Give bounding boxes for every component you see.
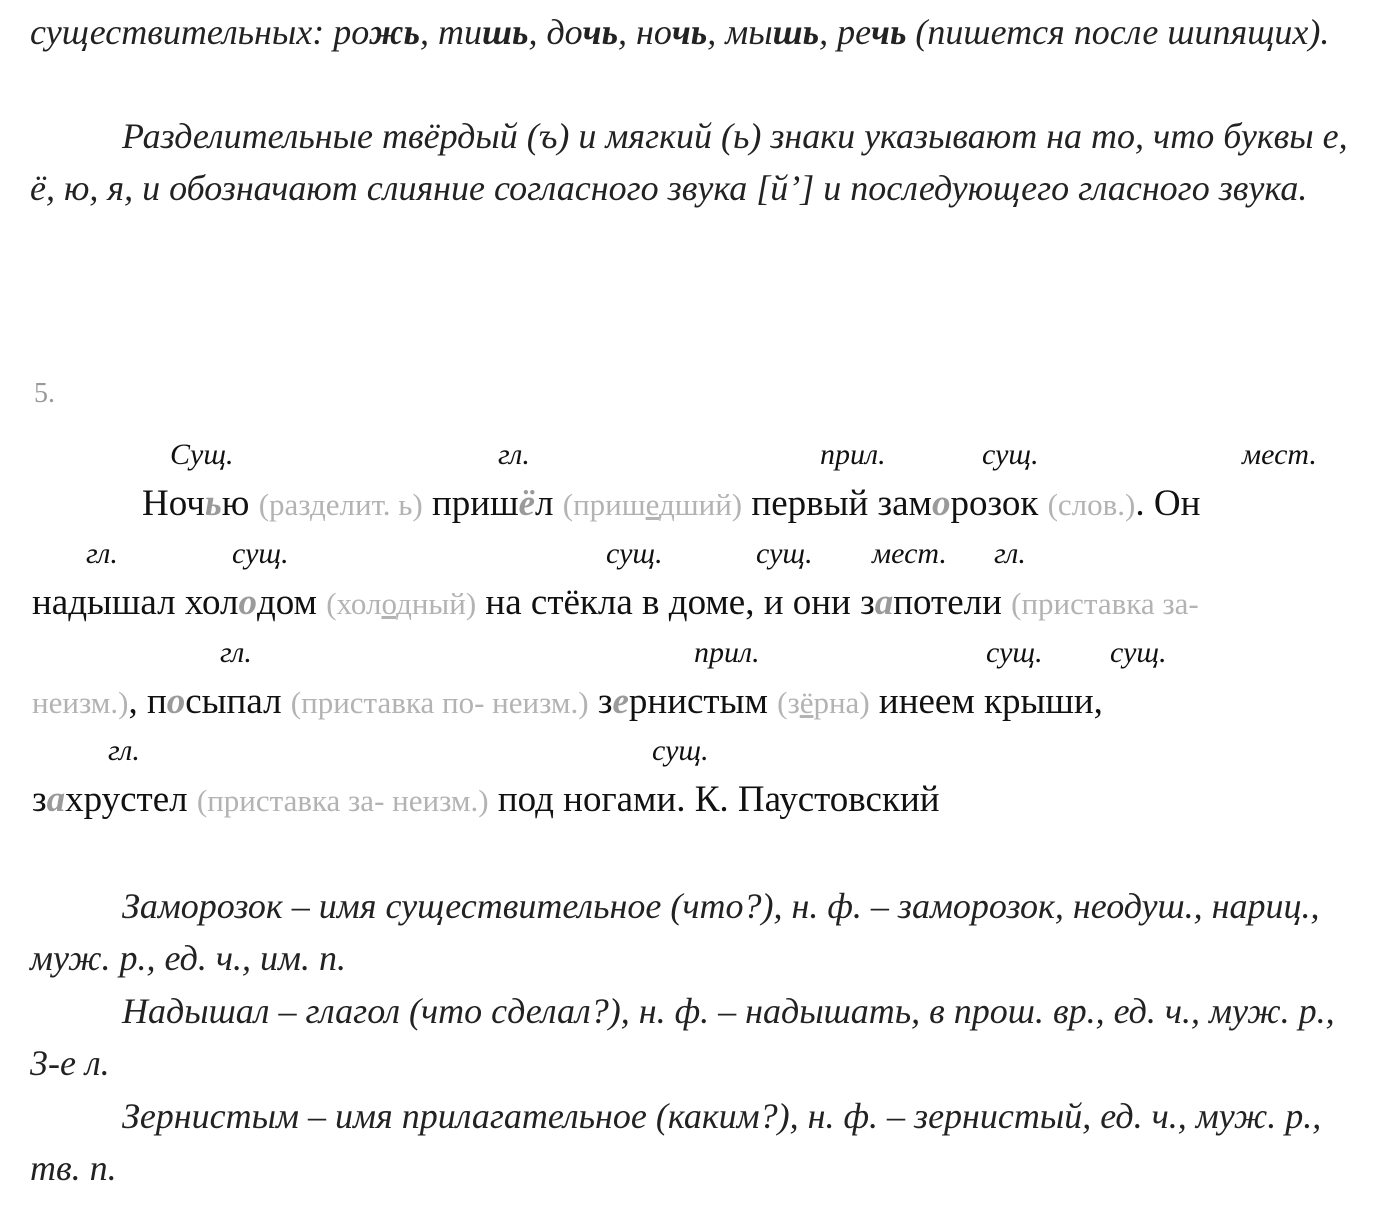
intro-paragraph-1: существительных: рожь, тишь, дочь, ночь, мышь, речь (пишется после шипящих). bbox=[30, 12, 1330, 52]
analysis-item: Надышал – глагол (что сделал?), н. ф. – надышать, в прош. вр., ед. ч., муж. р., 3-е л. bbox=[30, 991, 1335, 1083]
pos-label: сущ. bbox=[986, 636, 1043, 669]
analysis-item: Зернистым – имя прилагательное (каким?), н. ф. – зернистый, ед. ч., муж. р., тв. п. bbox=[30, 1096, 1322, 1188]
pos-label: гл. bbox=[108, 734, 140, 767]
pos-label: гл. bbox=[498, 438, 530, 471]
intro-paragraph-2: Разделительные твёрдый (ъ) и мягкий (ь) знаки указывают на то, что буквы е, ё, ю, я, и обозначают слияние согласного звука [й’] и последующего гласного звука. bbox=[30, 116, 1348, 208]
pos-label: мест. bbox=[1242, 438, 1317, 471]
sentence-line-2: надышал холодом (холодный) на стёкла в доме, и они запотели (приставка за- bbox=[32, 582, 1199, 623]
pos-label: сущ. bbox=[1110, 636, 1167, 669]
pos-label: гл. bbox=[994, 537, 1026, 570]
pos-label: прил. bbox=[694, 636, 760, 669]
pos-label: гл. bbox=[86, 537, 118, 570]
pos-label: сущ. bbox=[982, 438, 1039, 471]
sentence-line-3: неизм.), посыпал (приставка по- неизм.) зернистым (зёрна) инеем крыши, bbox=[32, 681, 1103, 722]
analysis-item: Заморозок – имя существительное (что?), н. ф. – заморозок, неодуш., нариц., муж. р., ед. ч., им. п. bbox=[30, 886, 1320, 978]
pos-label: сущ. bbox=[232, 537, 289, 570]
pos-label: гл. bbox=[220, 636, 252, 669]
pos-label: мест. bbox=[872, 537, 947, 570]
pos-label: Сущ. bbox=[170, 438, 234, 471]
pos-label: прил. bbox=[820, 438, 886, 471]
pos-label: сущ. bbox=[652, 734, 709, 767]
task-number: 5. bbox=[34, 378, 55, 409]
pos-label: сущ. bbox=[606, 537, 663, 570]
pos-label: сущ. bbox=[756, 537, 813, 570]
sentence-line-1: Ночью (разделит. ь) пришёл (пришедший) первый заморозок (слов.). Он bbox=[142, 483, 1201, 524]
sentence-line-4: захрустел (приставка за- неизм.) под ногами. К. Паустовский bbox=[32, 779, 940, 820]
